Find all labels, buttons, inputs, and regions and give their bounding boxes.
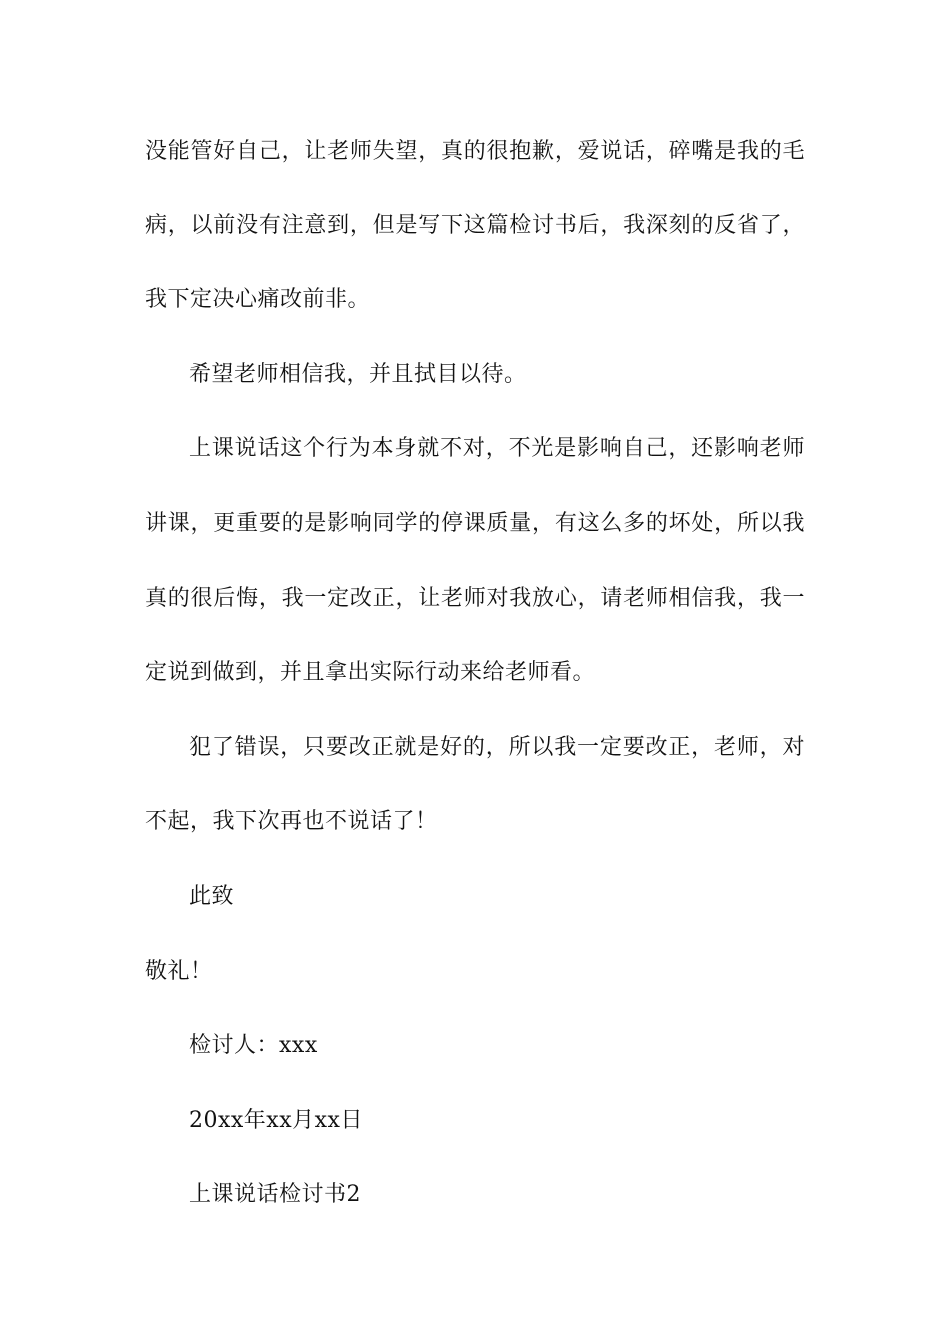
signature-line: 检讨人：xxx bbox=[189, 1033, 318, 1058]
closing-phrase: 此致 bbox=[189, 884, 235, 909]
paragraph-line-10: 不起，我下次再也不说话了！ bbox=[145, 809, 438, 834]
paragraph-line-2: 病，以前没有注意到，但是写下这篇检讨书后，我深刻的反省了， bbox=[145, 213, 805, 238]
paragraph-line-5: 上课说话这个行为本身就不对，不光是影响自己，还影响老师 bbox=[189, 436, 805, 461]
paragraph-line-7: 真的很后悔，我一定改正，让老师对我放心，请老师相信我，我一 bbox=[145, 586, 805, 611]
salutation: 敬礼！ bbox=[145, 959, 213, 984]
paragraph-line-9: 犯了错误，只要改正就是好的，所以我一定要改正，老师，对 bbox=[189, 735, 805, 760]
date-line: 20xx年xx月xx日 bbox=[189, 1108, 363, 1133]
paragraph-line-3: 我下定决心痛改前非。 bbox=[145, 287, 371, 312]
section-title: 上课说话检讨书2 bbox=[189, 1182, 361, 1207]
paragraph-line-8: 定说到做到，并且拿出实际行动来给老师看。 bbox=[145, 660, 596, 685]
paragraph-line-6: 讲课，更重要的是影响同学的停课质量，有这么多的坏处，所以我 bbox=[145, 511, 805, 536]
paragraph-line-4: 希望老师相信我，并且拭目以待。 bbox=[189, 362, 527, 387]
paragraph-line-1: 没能管好自己，让老师失望，真的很抱歉，爱说话，碎嘴是我的毛 bbox=[145, 139, 805, 164]
